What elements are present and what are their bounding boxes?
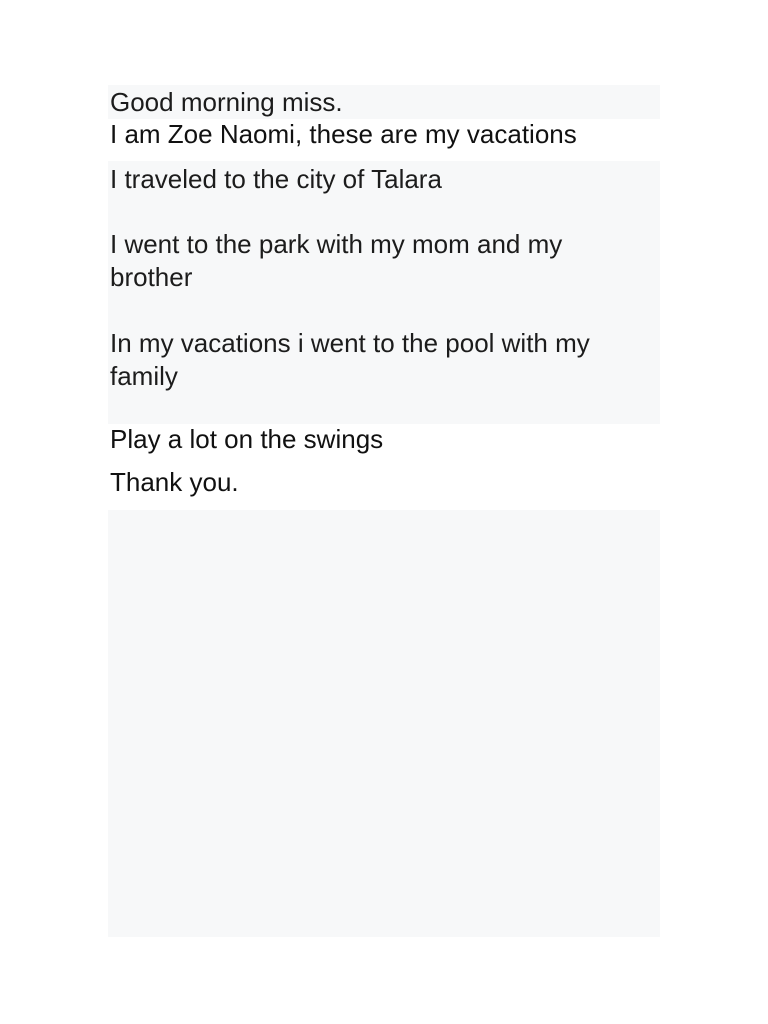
greeting-text: Good morning miss. <box>110 87 343 117</box>
empty-panel <box>108 510 660 937</box>
paragraph-talara: I traveled to the city of Talara <box>110 164 442 194</box>
swings-text: Play a lot on the swings <box>110 424 384 454</box>
intro-text: I am Zoe Naomi, these are my vacations <box>110 119 577 149</box>
paragraph-park: I went to the park with my mom and my brother <box>110 229 563 292</box>
paragraph-pool: In my vacations i went to the pool with my family <box>110 328 590 391</box>
closing-text: Thank you. <box>110 467 239 497</box>
